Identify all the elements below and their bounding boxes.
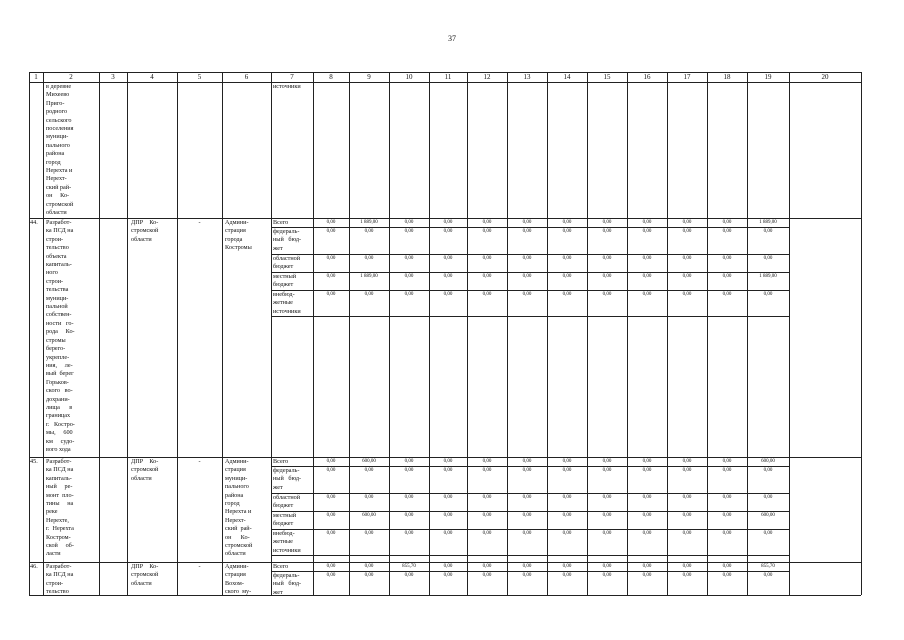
amount-cell: 0,00 — [404, 468, 414, 473]
amount-cell: 0,00 — [682, 220, 692, 225]
funding-source: областной бюджет — [273, 494, 301, 510]
amount-cell: 0,00 — [682, 573, 692, 578]
rule-vertical — [861, 72, 862, 595]
executor-name: Админи- страция города Костромы — [225, 219, 252, 252]
amount-cell: 0,00 — [443, 274, 453, 279]
header-cell-12: 12 — [483, 73, 491, 81]
amount-cell: 0,00 — [326, 495, 336, 500]
rule-vertical — [271, 72, 272, 595]
amount-cell: 0,00 — [682, 229, 692, 234]
row-number: 46. — [30, 563, 38, 570]
amount-cell: 0,00 — [602, 531, 612, 536]
amount-cell: 0,00 — [642, 468, 652, 473]
amount-cell: 0,00 — [602, 292, 612, 297]
amount-cell: 0,00 — [443, 292, 453, 297]
amount-cell: 0,00 — [763, 292, 773, 297]
funding-source: Всего — [273, 458, 289, 465]
amount-cell: 0,00 — [682, 564, 692, 569]
amount-cell: 0,00 — [682, 531, 692, 536]
amount-cell: 0,00 — [404, 495, 414, 500]
amount-cell: 0,00 — [404, 220, 414, 225]
amount-cell: 0,00 — [482, 495, 492, 500]
amount-cell: 0,00 — [482, 459, 492, 464]
amount-cell: 0,00 — [364, 573, 374, 578]
amount-cell: 0,00 — [482, 564, 492, 569]
header-cell-9: 9 — [367, 73, 371, 81]
rule-horizontal — [271, 571, 789, 572]
amount-cell: 600,00 — [761, 513, 775, 518]
rule-horizontal — [271, 595, 789, 596]
amount-cell: 0,00 — [562, 220, 572, 225]
header-cell-11: 11 — [444, 73, 452, 81]
funding-source: местный бюджет — [273, 273, 297, 289]
col5-value: - — [198, 219, 201, 226]
header-cell-20: 20 — [821, 73, 829, 81]
amount-cell: 0,00 — [722, 468, 732, 473]
header-cell-14: 14 — [563, 73, 571, 81]
col5-value: - — [198, 563, 201, 570]
funding-source: федераль- ный бюд- жет — [273, 467, 302, 491]
amount-cell: 0,00 — [364, 229, 374, 234]
amount-cell: 0,00 — [522, 229, 532, 234]
amount-cell: 0,00 — [443, 256, 453, 261]
funding-source: федераль- ный бюд- жет — [273, 228, 302, 252]
amount-cell: 0,00 — [522, 495, 532, 500]
rule-horizontal — [271, 493, 789, 494]
row-number: 44. — [30, 219, 38, 226]
amount-cell: 0,00 — [482, 573, 492, 578]
amount-cell: 0,00 — [326, 564, 336, 569]
amount-cell: 0,00 — [364, 531, 374, 536]
funding-source: внебюд- жетные источники — [273, 530, 301, 554]
amount-cell: 0,00 — [602, 564, 612, 569]
amount-cell: 0,00 — [562, 459, 572, 464]
amount-cell: 0,00 — [562, 531, 572, 536]
rule-horizontal — [271, 529, 789, 530]
amount-cell: 0,00 — [602, 468, 612, 473]
amount-cell: 0,00 — [482, 229, 492, 234]
rule-horizontal — [271, 466, 789, 467]
amount-cell: 855,70 — [761, 564, 775, 569]
amount-cell: 0,00 — [763, 256, 773, 261]
amount-cell: 0,00 — [522, 513, 532, 518]
amount-cell: 0,00 — [326, 274, 336, 279]
header-cell-18: 18 — [723, 73, 731, 81]
amount-cell: 0,00 — [642, 573, 652, 578]
amount-cell: 0,00 — [763, 468, 773, 473]
rule-vertical — [29, 72, 30, 595]
amount-cell: 0,00 — [326, 256, 336, 261]
object-name: Разработ- ка ПСД на строи- тельство объекта капиталь- ного строи- тельства муници- пальной собствен- ности го- рода Ко- стромы берего- укрепле- ния, ле- вый берег Горьков- ского во- дохрани- лища в границах г. Костро- мы, 600 км судо- вого хода — [46, 219, 75, 453]
funding-source: Всего — [273, 219, 289, 226]
amount-cell: 0,00 — [562, 564, 572, 569]
col5-value: - — [198, 458, 201, 465]
amount-cell: 0,00 — [326, 229, 336, 234]
amount-cell: 0,00 — [482, 292, 492, 297]
amount-cell: 0,00 — [522, 459, 532, 464]
amount-cell: 0,00 — [722, 513, 732, 518]
amount-cell: 0,00 — [404, 531, 414, 536]
amount-cell: 0,00 — [404, 513, 414, 518]
amount-cell: 0,00 — [404, 573, 414, 578]
amount-cell: 0,00 — [602, 274, 612, 279]
amount-cell: 0,00 — [482, 468, 492, 473]
amount-cell: 0,00 — [642, 513, 652, 518]
header-cell-15: 15 — [603, 73, 611, 81]
amount-cell: 0,00 — [682, 292, 692, 297]
amount-cell: 0,00 — [642, 459, 652, 464]
rule-horizontal — [271, 254, 789, 255]
amount-cell: 0,00 — [642, 256, 652, 261]
amount-cell: 1 889,00 — [360, 220, 378, 225]
amount-cell: 0,00 — [562, 495, 572, 500]
amount-cell: 0,00 — [602, 220, 612, 225]
amount-cell: 0,00 — [602, 229, 612, 234]
amount-cell: 0,00 — [562, 229, 572, 234]
amount-cell: 0,00 — [722, 573, 732, 578]
header-cell-4: 4 — [150, 73, 154, 81]
amount-cell: 0,00 — [443, 495, 453, 500]
header-cell-2: 2 — [69, 73, 73, 81]
amount-cell: 0,00 — [326, 531, 336, 536]
amount-cell: 0,00 — [562, 274, 572, 279]
amount-cell: 0,00 — [326, 459, 336, 464]
amount-cell: 0,00 — [404, 459, 414, 464]
amount-cell: 0,00 — [326, 292, 336, 297]
amount-cell: 0,00 — [722, 292, 732, 297]
amount-cell: 0,00 — [443, 573, 453, 578]
rule-vertical — [43, 72, 44, 595]
rule-horizontal — [271, 511, 789, 512]
amount-cell: 0,00 — [404, 274, 414, 279]
amount-cell: 0,00 — [404, 292, 414, 297]
rule-vertical — [99, 72, 100, 595]
customer-name: ДПР Ко- стромской области — [131, 458, 159, 482]
amount-cell: 0,00 — [443, 564, 453, 569]
amount-cell: 0,00 — [522, 468, 532, 473]
amount-cell: 0,00 — [722, 274, 732, 279]
amount-cell: 0,00 — [602, 459, 612, 464]
header-cell-17: 17 — [683, 73, 691, 81]
amount-cell: 0,00 — [364, 495, 374, 500]
amount-cell: 0,00 — [364, 256, 374, 261]
funding-source: федераль- ный бюд- жет — [273, 572, 302, 596]
rule-horizontal — [271, 290, 789, 291]
funding-source: областной бюджет — [273, 255, 301, 271]
amount-cell: 0,00 — [642, 531, 652, 536]
amount-cell: 0,00 — [562, 292, 572, 297]
amount-cell: 0,00 — [642, 495, 652, 500]
amount-cell: 0,00 — [522, 292, 532, 297]
amount-cell: 0,00 — [326, 220, 336, 225]
amount-cell: 0,00 — [482, 531, 492, 536]
amount-cell: 0,00 — [326, 468, 336, 473]
amount-cell: 0,00 — [722, 459, 732, 464]
header-cell-5: 5 — [197, 73, 202, 81]
amount-cell: 0,00 — [642, 564, 652, 569]
amount-cell: 0,00 — [722, 256, 732, 261]
amount-cell: 0,00 — [562, 256, 572, 261]
header-cell-7: 7 — [290, 73, 294, 81]
amount-cell: 0,00 — [682, 274, 692, 279]
amount-cell: 0,00 — [562, 573, 572, 578]
amount-cell: 0,00 — [602, 495, 612, 500]
amount-cell: 1 889,00 — [759, 220, 777, 225]
amount-cell: 0,00 — [482, 256, 492, 261]
funding-source: внебюд- жетные источники — [273, 291, 301, 315]
amount-cell: 0,00 — [443, 531, 453, 536]
amount-cell: 600,00 — [362, 513, 376, 518]
amount-cell: 0,00 — [482, 220, 492, 225]
amount-cell: 0,00 — [642, 274, 652, 279]
header-cell-1: 1 — [34, 73, 38, 81]
amount-cell: 600,00 — [362, 459, 376, 464]
funding-source: Всего — [273, 563, 289, 570]
header-cell-3: 3 — [111, 73, 115, 81]
header-cell-10: 10 — [405, 73, 413, 81]
amount-cell: 0,00 — [482, 513, 492, 518]
amount-cell: 0,00 — [522, 256, 532, 261]
amount-cell: 0,00 — [722, 564, 732, 569]
amount-cell: 0,00 — [443, 459, 453, 464]
executor-name: Админи- страция Вохом- ского му- — [225, 563, 252, 596]
amount-cell: 0,00 — [722, 495, 732, 500]
amount-cell: 0,00 — [642, 229, 652, 234]
amount-cell: 600,00 — [761, 459, 775, 464]
amount-cell: 1 889,00 — [360, 274, 378, 279]
customer-name: ДПР Ко- стромской области — [131, 219, 159, 243]
header-cell-13: 13 — [523, 73, 531, 81]
amount-cell: 0,00 — [763, 495, 773, 500]
rule-horizontal — [271, 555, 789, 556]
object-name: Разработ- ка ПСД на строи- тельство — [46, 563, 74, 596]
rule-horizontal — [271, 316, 789, 317]
page-number: 37 — [448, 34, 456, 43]
amount-cell: 0,00 — [602, 513, 612, 518]
amount-cell: 0,00 — [763, 573, 773, 578]
amount-cell: 855,70 — [402, 564, 416, 569]
executor-name: Админи- страция муници- пального района город Нерехта и Нерехт- ский рай- он Ко- стромской области — [225, 458, 253, 558]
amount-cell: 0,00 — [522, 564, 532, 569]
amount-cell: 0,00 — [722, 220, 732, 225]
amount-cell: 0,00 — [682, 256, 692, 261]
amount-cell: 0,00 — [522, 274, 532, 279]
object-name: Разработ- ка ПСД на капиталь- ный ре- монт пло- тины на реке Нерехте, г. Нерехта Костром- ской об- ласти — [46, 458, 74, 558]
amount-cell: 0,00 — [443, 220, 453, 225]
continued-source-label: источники — [273, 83, 301, 90]
header-cell-8: 8 — [329, 73, 333, 81]
amount-cell: 0,00 — [522, 573, 532, 578]
amount-cell: 1 889,00 — [759, 274, 777, 279]
rule-vertical — [177, 72, 178, 595]
amount-cell: 0,00 — [642, 220, 652, 225]
amount-cell: 0,00 — [364, 564, 374, 569]
amount-cell: 0,00 — [763, 531, 773, 536]
row-number: 45. — [30, 458, 38, 465]
amount-cell: 0,00 — [364, 292, 374, 297]
amount-cell: 0,00 — [562, 468, 572, 473]
amount-cell: 0,00 — [722, 531, 732, 536]
rule-horizontal — [271, 272, 789, 273]
amount-cell: 0,00 — [682, 459, 692, 464]
amount-cell: 0,00 — [722, 229, 732, 234]
continued-object-name: в деревне Михеево Приго- родного сельского поселения муници- пального района город Нерехта и Нерехт- ский рай- он Ко- стромской области — [46, 83, 74, 217]
amount-cell: 0,00 — [682, 513, 692, 518]
amount-cell: 0,00 — [682, 468, 692, 473]
amount-cell: 0,00 — [522, 220, 532, 225]
header-cell-19: 19 — [764, 73, 772, 81]
amount-cell: 0,00 — [326, 573, 336, 578]
amount-cell: 0,00 — [602, 256, 612, 261]
amount-cell: 0,00 — [522, 531, 532, 536]
amount-cell: 0,00 — [404, 256, 414, 261]
amount-cell: 0,00 — [602, 573, 612, 578]
amount-cell: 0,00 — [326, 513, 336, 518]
budget-table — [29, 72, 861, 595]
amount-cell: 0,00 — [642, 292, 652, 297]
header-cell-6: 6 — [244, 73, 249, 81]
amount-cell: 0,00 — [682, 495, 692, 500]
rule-vertical — [127, 72, 128, 595]
customer-name: ДПР Ко- стромской области — [131, 563, 159, 587]
amount-cell: 0,00 — [364, 468, 374, 473]
amount-cell: 0,00 — [763, 229, 773, 234]
amount-cell: 0,00 — [443, 229, 453, 234]
amount-cell: 0,00 — [562, 513, 572, 518]
header-cell-16: 16 — [643, 73, 651, 81]
rule-horizontal — [29, 82, 861, 83]
rule-vertical — [789, 72, 790, 595]
amount-cell: 0,00 — [443, 513, 453, 518]
funding-source: местный бюджет — [273, 512, 297, 528]
rule-vertical — [222, 72, 223, 595]
amount-cell: 0,00 — [482, 274, 492, 279]
amount-cell: 0,00 — [443, 468, 453, 473]
rule-horizontal — [271, 227, 789, 228]
amount-cell: 0,00 — [404, 229, 414, 234]
